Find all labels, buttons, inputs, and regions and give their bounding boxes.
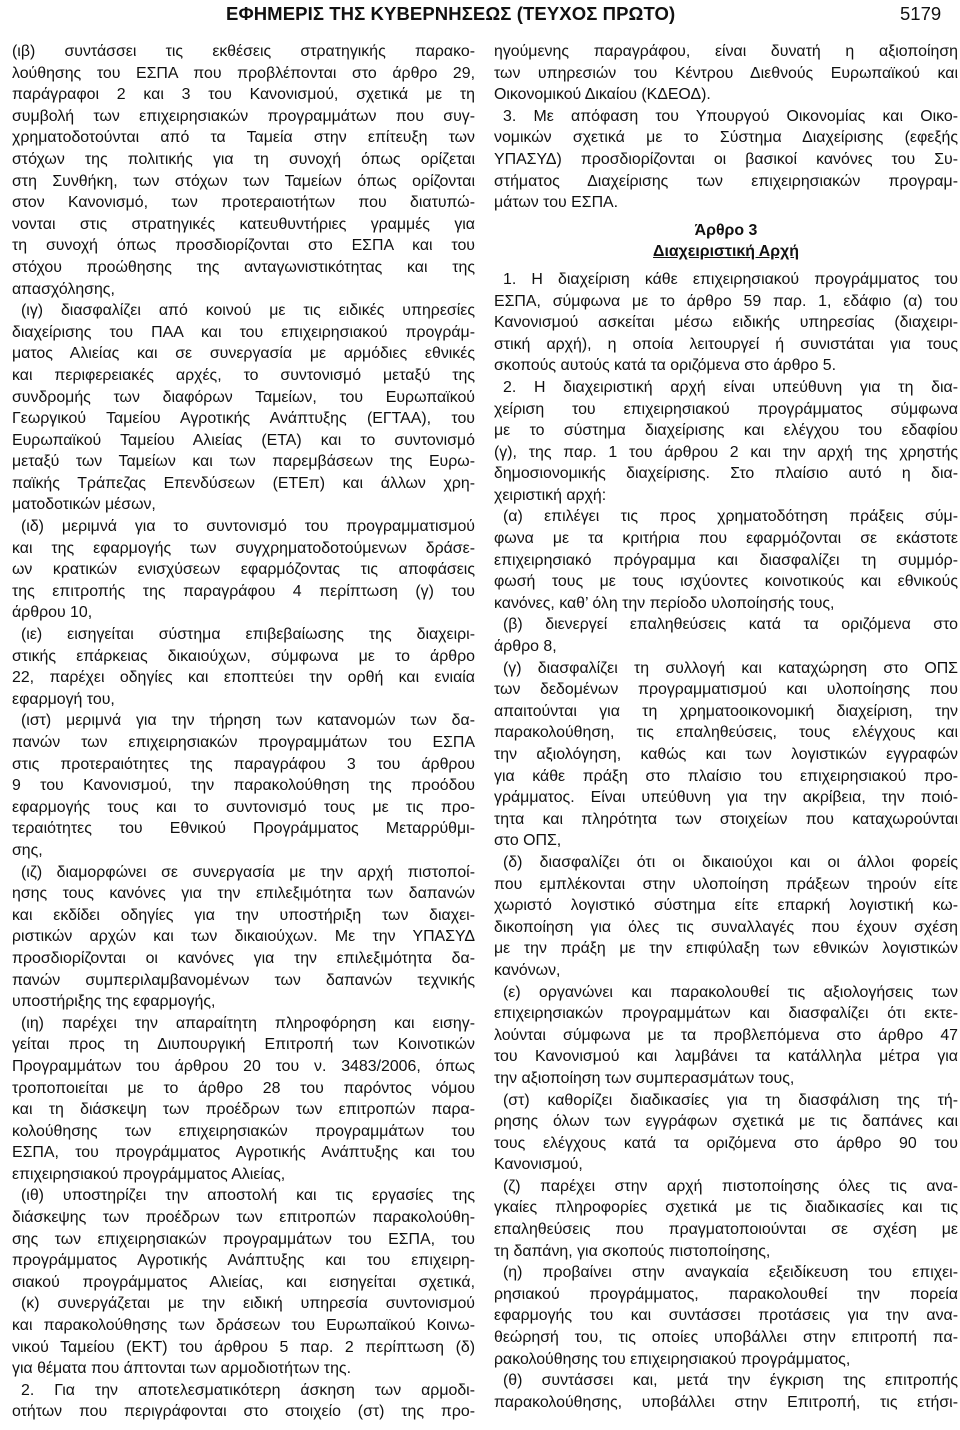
text-line: (ιη) παρέχει την απαραίτητη πληροφόρηση και εισηγ- [21,1014,475,1032]
text-line: πανών συμπεριλαμβανομένων των δαπανών τεχνικής [12,971,475,989]
text-line: στόχου προώθησης της ανταγωνιστικότητας και της [12,258,475,276]
text-line: τροποποιείται με το άρθρο 28 του παρόντος νόμου [12,1079,475,1097]
text-line: ρακολούθησης του επιχειρησιακού προγράμματος, [494,1350,851,1368]
text-line: χείριση του επιχειρησιακού προγράμματος σύμφωνα [494,400,958,418]
text-line: την αξιοποίηση των συμπερασμάτων τους, [494,1069,795,1087]
text-line: για θέματα που άπτονται των αρμοδιοτήτων της. [12,1360,351,1378]
text-line: και περιφερειακές αρχές, το συντονισμό μεταξύ της [12,366,475,384]
text-line: θεώρησή του, τις οποίες υποβάλλει στην επιτροπή πα- [494,1329,958,1347]
text-line: 1. Η διαχείριση κάθε επιχειρησιακού προγράμματος του [503,270,958,288]
text-line: χρηματοδοτούνται από τα Ταμεία στην επίτευξη των [12,129,475,147]
text-line: 2. Η διαχειριστική αρχή είναι υπεύθυνη για τη δια- [503,378,958,396]
text-line: ΕΣΠΑ, του προγράμματος Αγροτικής Ανάπτυξης και του [12,1144,475,1162]
article-title: Διαχειριστική Αρχή [653,243,799,261]
text-line: μάτων του ΕΣΠΑ. [494,194,619,212]
text-line: 22, παρέχει οδηγίες και εποπτεύει την ορθή και ενιαία [12,669,475,687]
text-line: και παρακολούθησης των δράσεων του Ευρωπαϊκού Κοινω- [12,1317,475,1335]
text-line: πανών των επιχειρησιακών προγραμμάτων του ΕΣΠΑ [12,734,475,751]
text-line: επιχειρησιακό πρόγραμμα και διασφαλίζει τη συμμόρ- [494,551,958,569]
text-line: του Κανονισμού και λαμβάνει τα κατάλληλα μέτρα για [494,1048,958,1066]
right-column-intro [494,41,958,214]
text-line: Ευρωπαϊκού Ταμείου Αλιείας (ΕΤΑ) και το συντονισμό [12,431,475,449]
text-line: (γ), της παρ. 1 του άρθρου 2 και την αρχή της χρηστής [494,443,958,461]
text-line: ματοδοτικών μέσων, [12,496,156,514]
text-line: προγράμματος Αγροτικής Ανάπτυξης και του επιχειρη- [12,1252,475,1270]
text-line: επιχειρησιακών προγραμμάτων και διασφαλίζει ότι εκτε- [494,1005,958,1023]
text-line: (στ) καθορίζει διαδικασίες για τη διασφάλιση της τή- [503,1091,958,1109]
text-line: (η) προβαίνει στην αναγκαία εξειδίκευση του επιχει- [503,1264,958,1282]
text-line: στον Κανονισμό, των προτεραιοτήτων που διατυπώ- [12,194,475,212]
text-line: εφαρμογής του και συντάσσει προτάσεις για την ανα- [494,1307,958,1325]
text-line: (ε) οργανώνει και παρακολουθεί τις αξιολογήσεις των [503,983,958,1001]
text-line: των υπηρεσιών του Κέντρου Διεθνούς Ευρωπαϊκού και [494,64,958,82]
text-line: (γ) διασφαλίζει τη συλλογή και καταχώρηση στο ΟΠΣ [503,659,958,677]
text-line: άρθρου 10, [12,604,93,622]
text-line: (β) διενεργεί επαληθεύσεις κατά τα οριζόμενα στο [503,616,958,634]
text-line: με το σύστημα διαχείρισης και ελέγχου του εδαφίου [494,422,958,440]
text-line: (ιζ) διαμορφώνει σε συνεργασία με την αρχή πιστοποί- [21,863,475,881]
text-line: εφαρμογής τους και το συντονισμό τους με τις προ- [12,798,475,816]
text-line: 3. Με απόφαση του Υπουργού Οικονομίας και Οικο- [503,107,958,125]
text-line: ηγούμενης παραγράφου, είναι δυνατή η αξιοποίηση [494,43,958,60]
text-line: στο ΟΠΣ, [494,832,562,850]
text-line: (ιθ) υποστηρίζει την αποστολή και τις εργασίες της [21,1187,475,1205]
text-line: παρακολούθησης, υποβάλλει στην Επιτροπή, τις ετήσι- [494,1393,958,1411]
text-line: γράμματος. Είναι υπεύθυνη για την ακρίβεια, την ποιό- [494,789,958,807]
text-line: συνδρομής των διαφόρων Ταμείων, του Ευρωπαϊκού [12,388,475,406]
page-header [0,0,960,36]
text-line: ΕΣΠΑ, σύμφωνα με το άρθρο 59 παρ. 1, εδάφιο (α) του [494,292,958,310]
text-line: εφαρμογή του, [12,690,115,708]
text-line: απαιτούνται για τη χρηματοοικονομική διαχείριση, την [494,702,958,720]
text-line: στική αρχή), η οποία λειτουργεί ή συνιστάται για τους [494,335,958,353]
text-line: (ιστ) μεριμνά για την τήρηση των κατανομών των δα- [21,712,475,730]
text-line: Κανονισμού ασκείται μέσω ειδικής υπηρεσίας (διαχειρι- [494,314,958,332]
text-line: στόχων της πολιτικής για τη συνοχή όπως ορίζεται [12,150,475,168]
text-line: τη δαπάνη, για σκοπούς πιστοποίησης, [494,1242,771,1260]
text-line: κανόνες, καθ’ όλη την περίοδο υλοποίησής τους, [494,594,835,612]
text-line: ρησιακού προγράμματος, παρακολουθεί την πορεία [494,1285,958,1303]
text-line: επαληθεύσεις που πραγματοποιούνται σε σχέση με [494,1221,958,1239]
text-line: (ιδ) μεριμνά για το συντονισμό του προγραμματισμού [21,518,475,536]
text-line: γείται προς τη Διυπουργική Επιτροπή των Κοινοτικών [12,1036,475,1054]
text-line: Οικονομικού Δικαίου (ΚΔΕΟΔ). [494,86,711,104]
text-line: (ιε) εισηγείται σύστημα επιβεβαίωσης της διαχειρι- [21,626,475,644]
text-line: τεραιότητες του Εθνικού Προγράμματος Μεταρρύθμι- [12,820,475,838]
text-line: (δ) διασφαλίζει ότι οι δικαιούχοι και οι άλλοι φορείς [503,853,958,871]
text-line: ων κρατικών ενισχύσεων εφαρμόζοντας τις αποφάσεις [12,561,475,579]
text-line: παϊκής Τράπεζας Επενδύσεων (ΕΤΕπ) και άλλων χρη- [12,474,475,492]
text-line: και τη διάσκεψη των προέδρων των επιτροπών παρα- [12,1101,475,1119]
text-line: (α) επιλέγει τις προς χρηματοδότηση πράξεις σύμ- [503,508,958,526]
text-line: διάσκεψης των προέδρων των επιτροπών παρακολούθη- [12,1209,475,1227]
text-line: στις προτεραιότητες της παραγράφου 3 του άρθρου [12,755,475,773]
text-line: των δεδομένων προγραμματισμού και υλοποίησης που [494,681,958,699]
text-line: για κάθε πράξη στο πλαίσιο του επιχειρησιακού προ- [494,767,958,785]
text-line: τη συνοχή όπως προσδιορίζονται στο ΕΣΠΑ και του [12,237,475,255]
text-line: νονται στις στρατηγικές κατευθυντήριες γραμμές για [12,215,475,233]
text-line: σιακού προγράμματος Αλιείας, και εισηγείται σχετικά, [12,1273,475,1291]
text-line: άρθρο 8, [494,638,557,656]
text-line: παράγραφοι 2 και 3 του Κανονισμού, σχετικά με τη [12,86,475,104]
page-number: 5179 [900,3,942,24]
text-line: λούνται σύμφωνα με τα προβλεπόμενα στο άρθρο 47 [494,1026,958,1044]
text-line: Προγραμμάτων του άρθρου 20 του ν. 3483/2006, όπως [12,1057,475,1075]
text-line: (θ) συντάσσει και, μετά την έγκριση της επιτροπής [503,1372,958,1390]
text-line: στικής επάρκειας δικαιούχων, σύμφωνα με το άρθρο [12,647,475,665]
text-line: (κ) συνεργάζεται με την ειδική υπηρεσία συντονισμού [21,1295,475,1313]
text-line: φωσή τους με τους ισχύοντες κοινοτικούς και εθνικούς [494,573,958,591]
text-line: με την πράξη με την επιφύλαξη των εθνικών λογιστικών [494,940,958,958]
article-number: Άρθρο 3 [694,221,758,239]
text-line: λούθησης του ΕΣΠΑ που προβλέπονται στο άρθρο 29, [12,64,475,82]
text-line: 2. Για την αποτελεσματικότερη άσκηση των αρμοδι- [21,1381,475,1399]
text-line: σης των επιχειρησιακών προγραμμάτων του ΕΣΠΑ, του [12,1230,475,1248]
left-column [12,41,475,1430]
text-line: που εμπλέκονται στην υλοποίηση πράξεων τηρούν είτε [494,875,958,893]
right-column [494,41,958,1430]
text-line: δικοποίηση για όλες τις συναλλαγές που έχουν σχέση [494,918,958,936]
text-line: την αξιολόγηση, καθώς και των λογιστικών εγγραφών [494,746,958,763]
text-line: στη Συνθήκη, των στόχων των Ταμείων όπως ορίζονται [12,172,475,190]
text-line: και εκδίδει οδηγίες για την υποστήριξη των διαχει- [12,906,475,924]
text-line: Κανονισμού, [494,1156,583,1174]
text-line: και της εφαρμογής των συγχρηματοδοτούμενων δράσε- [12,539,475,557]
text-line: στήματος Διαχείρισης των επιχειρησιακών προγραμ- [494,172,958,190]
text-line: διαχείρισης του ΠΑΑ και του επιχειρησιακού προγράμ- [12,323,475,341]
text-line: επιχειρησιακού προγράμματος Αλιείας, [12,1165,286,1183]
text-line: 9 του Κανονισμού, την παρακολούθηση της προόδου [12,777,475,795]
text-line: κανόνων, [494,961,561,979]
text-line: σκοπούς αυτούς κατά τα οριζόμενα στο άρθρο 5. [494,357,836,375]
text-line: ρησης όλων των εγγράφων σχετικά με τις δαπάνες και [494,1113,958,1131]
text-line: φωνα με τα κριτήρια που εφαρμόζονται σε εκάστοτε [494,530,958,548]
text-line: προσδιορίζονται οι κανόνες για την επιλεξιμότητα δα- [12,949,475,967]
text-line: δημοσιονομικής διαχείρισης. Στο πλαίσιο αυτό η δια- [494,465,958,483]
text-line: (ιβ) συντάσσει τις εκθέσεις στρατηγικής παρακο- [12,43,475,60]
text-line: οτήτων που περιγράφονται στο στοιχείο (στ) της προ- [12,1403,475,1421]
text-line: τητα και πληρότητα των στοιχείων που καταχωρούνται [494,810,958,828]
text-line: νομικών σχετικά με το Σύστημα Διαχείρισης (εφεξής [494,129,958,147]
journal-title: ΕΦΗΜΕΡΙΣ ΤΗΣ ΚΥΒΕΡΝΗΣΕΩΣ (ΤΕΥΧΟΣ ΠΡΩΤΟ) [226,3,676,24]
text-line: τους ελέγχους κατά τα οριζόμενα στο άρθρο 90 του [494,1134,958,1152]
text-line: νικού Ταμείου (ΕΚΤ) του άρθρου 5 παρ. 2 περίπτωση (δ) [12,1338,475,1356]
text-line: χειριστική αρχή: [494,486,607,504]
text-line: ματος Αλιείας και σε συνεργασία με αρμόδιες εθνικές [12,345,475,363]
text-line: ριστικών αρχών και των δικαιούχων. Με την ΥΠΑΣΥΔ [12,928,475,946]
text-line: Γεωργικού Ταμείου Αγροτικής Ανάπτυξης (ΕΓΤΑΑ), του [12,410,475,428]
text-line: ησης τους κανόνες για την επιλεξιμότητα των δαπανών [12,885,475,903]
right-column-body [494,269,958,1413]
text-line: υποστήριξης της εφαρμογής, [12,993,216,1011]
text-line: (ζ) παρέχει στην αρχή πιστοποίησης όλες τις ανα- [503,1177,958,1195]
text-line: σης, [12,841,43,859]
text-line: της επιτροπής της παραγράφου 4 περίπτωση (γ) του [12,582,475,600]
text-line: χωριστό λογιστικό σύστημα είτε επαρκή λογιστική κω- [494,897,958,915]
text-line: μεταξύ των Ταμείων και των παρεμβάσεων της Ευρω- [12,453,475,471]
text-line: παρακολούθηση, τις επαληθεύσεις, τους ελέγχους και [494,724,958,742]
text-line: κολούθησης των επιχειρησιακών προγραμμάτων του [12,1122,475,1140]
text-line: ΥΠΑΣΥΔ) προσδιορίζονται οι βασικοί κανόνες του Συ- [494,150,958,168]
text-line: γκαίες πληροφορίες σχετικά με τις διαδικασίες και τις [494,1199,958,1217]
text-line: (ιγ) διασφαλίζει από κοινού με τις ειδικές υπηρεσίες [21,302,475,320]
text-line: απασχόλησης, [12,280,115,298]
text-line: συμβολή των επιχειρησιακών προγραμμάτων που συγ- [12,107,475,125]
